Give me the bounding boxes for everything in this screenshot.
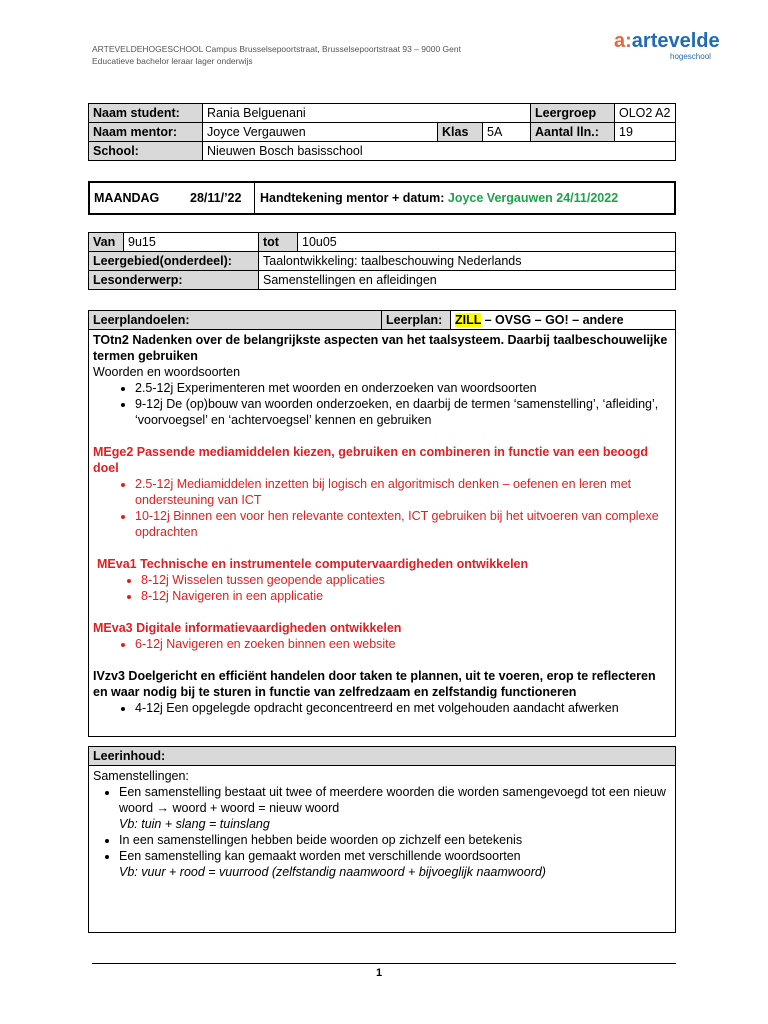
inhoud-item-1: Een samenstelling bestaat uit twee of meerdere woorden die worden samengevoegd tot een nieuw woord → woord + woord = nieuw woord [119,785,666,815]
goal-4-title: MEva3 Digitale informatievaardigheden ontwikkelen [93,621,402,635]
goal-1-item: • 9-12j De (op)bouw van woorden onderzoeken, en daarbij de termen ‘samenstelling’, ‘afleiding’, ‘voorvoegsel’ en ‘achtervoegsel’ kennen en gebruiken [135,396,671,428]
goal-3-item: • 8-12j Navigeren in een applicatie [141,588,671,604]
inhoud-label: Leerinhoud: [89,747,676,766]
goal-4-list [93,636,671,652]
signature-label: Handtekening mentor + datum: [260,191,445,205]
leergebied-value: Taalontwikkeling: taalbeschouwing Nederlands [259,252,676,271]
leergroep-value: OLO2 A2 [615,104,676,123]
inhoud-item-3: Een samenstelling kan gemaakt worden met verschillende woordsoorten [119,849,521,863]
tot-value: 10u05 [298,233,676,252]
lesson-table [88,232,676,290]
school-name: Nieuwen Bosch basisschool [203,142,676,161]
goal-3-item: • 8-12j Wisselen tussen geopende applicaties [141,572,671,588]
inhoud-title: Samenstellingen: [93,769,189,783]
leergebied-label: Leergebied(onderdeel): [89,252,259,271]
goal-2-list [93,476,671,540]
goal-3-title: MEva1 Technische en instrumentele computervaardigheden ontwikkelen [97,557,529,571]
logo-name: artevelde [631,30,720,52]
student-label: Naam student: [89,104,203,123]
leerplandoelen-table [88,310,676,737]
goal-1-item: • 2.5-12j Experimenteren met woorden en onderzoeken van woordsoorten [135,380,671,396]
leerinhoud-table [88,746,676,933]
goal-5-item: • 4-12j Een opgelegde opdracht geconcentreerd en met volgehouden aandacht afwerken [135,700,671,716]
inhoud-item-2: • In een samenstellingen hebben beide woorden op zichzelf een betekenis [119,832,671,848]
lln-label: Aantal lln.: [531,123,615,142]
student-name: Rania Belguenani [203,104,531,123]
student-info-table [88,103,676,161]
onderwerp-label: Lesonderwerp: [89,271,259,290]
goal-5-list [93,700,671,716]
goal-2-title: MEge2 Passende mediamiddelen kiezen, gebruiken en combineren in functie van een beoogd doel [93,445,649,475]
klas-value: 5A [483,123,531,142]
lln-value: 19 [615,123,676,142]
day-date: 28/11/’22 [190,191,242,205]
school-label: School: [89,142,203,161]
doelen-content [89,330,676,737]
header-line-1: ARTEVELDEHOGESCHOOL Campus Brusselsepoortstraat, Brusselsepoortstraat 93 – 9000 Gent [92,44,461,54]
artevelde-logo [614,30,720,61]
van-label: Van [89,233,124,252]
mentor-label: Naam mentor: [89,123,203,142]
van-value: 9u15 [124,233,259,252]
leergroep-label: Leergroep [531,104,615,123]
goal-2-item: • 10-12j Binnen een voor hen relevante contexten, ICT gebruiken bij het uitvoeren van complexe opdrachten [135,508,671,540]
logo-sub: hogeschool [670,52,711,61]
onderwerp-value: Samenstellingen en afleidingen [259,271,676,290]
day-divider [254,183,255,213]
header-line-2: Educatieve bachelor leraar lager onderwijs [92,56,253,66]
tot-label: tot [259,233,298,252]
inhoud-item [119,848,671,880]
inhoud-list [93,784,671,880]
doelen-label: Leerplandoelen: [89,311,382,330]
day-label: MAANDAG [94,191,160,205]
leerplan-rest: – OVSG – GO! – andere [481,313,624,327]
goal-2-item: • 2.5-12j Mediamiddelen inzetten bij logisch en algoritmisch denken – oefenen en leren met ondersteuning van ICT [135,476,671,508]
klas-label: Klas [438,123,483,142]
inhoud-example-3: Vb: vuur + rood = vuurrood (zelfstandig naamwoord + bijvoeglijk naamwoord) [119,865,546,879]
document-header [92,43,461,67]
goal-1-title: TOtn2 Nadenken over de belangrijkste aspecten van het taalsysteem. Daarbij taalbeschouwelijke termen gebruiken [93,333,668,363]
goal-1-list [93,380,671,428]
mentor-name: Joyce Vergauwen [203,123,438,142]
inhoud-example-1: Vb: tuin + slang = tuinslang [119,817,270,831]
inhoud-item [119,784,671,832]
zill-highlight: ZILL [455,313,482,327]
goal-1-sub: Woorden en woordsoorten [93,365,241,379]
page-number: 1 [376,967,383,979]
goal-5-title: IVzv3 Doelgericht en efficiënt handelen door taken te plannen, uit te voeren, erop te reflecteren en waar nodig bij te sturen in functie van zelfredzaam en zelfstandig functioneren [93,669,656,699]
footer-line [92,963,676,964]
goal-4-item: • 6-12j Navigeren en zoeken binnen een website [135,636,671,652]
logo-mark: a: [614,30,632,52]
leerplan-label: Leerplan: [382,311,451,330]
day-box [88,181,676,215]
goal-3-list [93,572,671,604]
inhoud-content [89,766,676,933]
signature-value: Joyce Vergauwen 24/11/2022 [447,191,619,205]
